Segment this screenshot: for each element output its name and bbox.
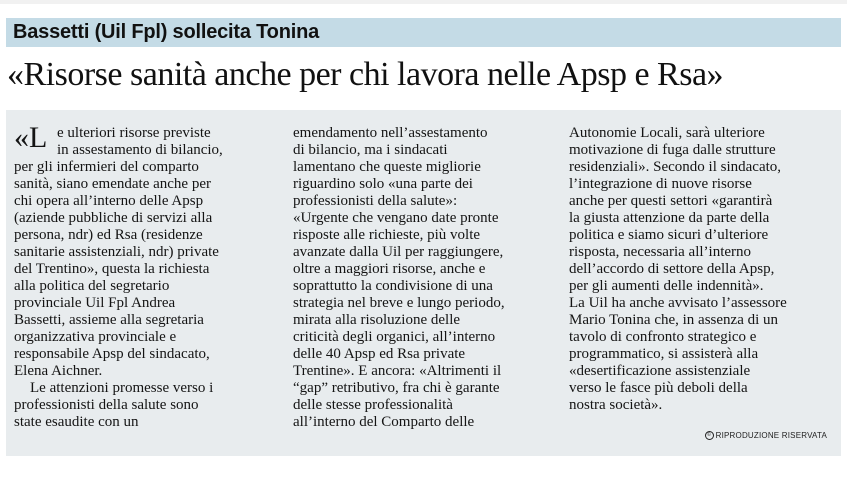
text-line: risposte alle richieste, più volte <box>293 227 481 243</box>
text-line: mirata alla risoluzione delle <box>293 312 461 328</box>
text-line: oltre a maggiori risorse, anche e <box>293 261 486 277</box>
text-line: riguardino solo «una parte dei <box>293 176 473 192</box>
text-line: “gap” retributivo, fra chi è garante <box>293 380 500 396</box>
top-border <box>0 0 847 4</box>
copyright-icon: © <box>705 431 714 440</box>
text-line: avanzate dalla Uil per raggiungere, <box>293 244 504 260</box>
text-line: (aziende pubbliche di servizi alla <box>14 210 213 226</box>
text-line: «Urgente che vengano date pronte <box>293 210 499 226</box>
kicker-banner: Bassetti (Uil Fpl) sollecita Tonina <box>6 18 841 47</box>
text-line: residenziali». Secondo il sindacato, <box>569 159 782 175</box>
text-line: La Uil ha anche avvisato l’assessore <box>569 295 787 311</box>
text-line: Bassetti, assieme alla segretaria <box>14 312 204 328</box>
dropcap: «L <box>14 121 48 154</box>
text-line: Autonomie Locali, sarà ulteriore <box>569 125 765 141</box>
text-line: «desertificazione assistenziale <box>569 363 751 379</box>
text-line: all’interno del Comparto delle <box>293 414 475 430</box>
text-line: anche per questi settori «garantirà <box>569 193 773 209</box>
text-line: professionisti della salute sono <box>14 397 199 413</box>
article-body <box>6 110 841 456</box>
text-line: organizzativa provinciale e <box>14 329 177 345</box>
text-line: politica e siamo sicuri d’ulteriore <box>569 227 769 243</box>
text-line: tavolo di confronto strategico e <box>569 329 757 345</box>
article-column-3 <box>569 125 835 414</box>
text-line: l’integrazione di nuove risorse <box>569 176 752 192</box>
text-line: del Trentino», questa la richiesta <box>14 261 210 277</box>
text-line: risposta, necessaria all’interno <box>569 244 752 260</box>
article-column-1 <box>14 121 280 431</box>
text-line: alla politica del segretario <box>14 278 170 294</box>
text-line: Mario Tonina che, in assenza di un <box>569 312 779 328</box>
copyright-credit <box>705 431 827 441</box>
text-line: provinciale Uil Fpl Andrea <box>14 295 176 311</box>
text-line: la giusta attenzione da parte della <box>569 210 770 226</box>
text-line: emendamento nell’assestamento <box>293 125 488 141</box>
text-line: chi opera all’interno delle Apsp <box>14 193 204 209</box>
text-line: lamentano che queste migliorie <box>293 159 481 175</box>
text-line: responsabile Apsp del sindacato, <box>14 346 210 362</box>
text-line: e ulteriori risorse previste <box>57 125 211 141</box>
text-line: per gli aumenti delle indennità». <box>569 278 764 294</box>
text-line: persona, ndr) ed Rsa (residenze <box>14 227 203 243</box>
text-line: delle 40 Apsp ed Rsa private <box>293 346 466 362</box>
text-line: strategia nel breve e lungo periodo, <box>293 295 505 311</box>
text-line: per gli infermieri del comparto <box>14 159 199 175</box>
text-line: soprattutto la condivisione di una <box>293 278 493 294</box>
credit-text: RIPRODUZIONE RISERVATA <box>715 431 827 440</box>
text-line: di bilancio, ma i sindacati <box>293 142 448 158</box>
text-line: delle stesse professionalità <box>293 397 453 413</box>
text-line: professionisti della salute»: <box>293 193 458 209</box>
text-line: sanitarie assistenziali, ndr) private <box>14 244 219 260</box>
text-line: Le attenzioni promesse verso i <box>30 380 214 396</box>
text-line: nostra società». <box>569 397 663 413</box>
text-line: state esaudite con un <box>14 414 139 430</box>
text-line: Elena Aichner. <box>14 363 103 379</box>
text-line: criticità degli organici, all’interno <box>293 329 496 345</box>
text-line: in assestamento di bilancio, <box>57 142 223 158</box>
headline: «Risorse sanità anche per chi lavora nelle Apsp e Rsa» <box>7 56 724 93</box>
text-line: Trentine». E ancora: «Altrimenti il <box>293 363 502 379</box>
text-line: motivazione di fuga dalle strutture <box>569 142 776 158</box>
text-line: dell’accordo di settore della Apsp, <box>569 261 775 277</box>
article-column-2 <box>293 125 563 431</box>
text-line: verso le fasce più deboli della <box>569 380 748 396</box>
text-line: programmatico, si assisterà alla <box>569 346 759 362</box>
text-line: sanità, siano emendate anche per <box>14 176 211 192</box>
